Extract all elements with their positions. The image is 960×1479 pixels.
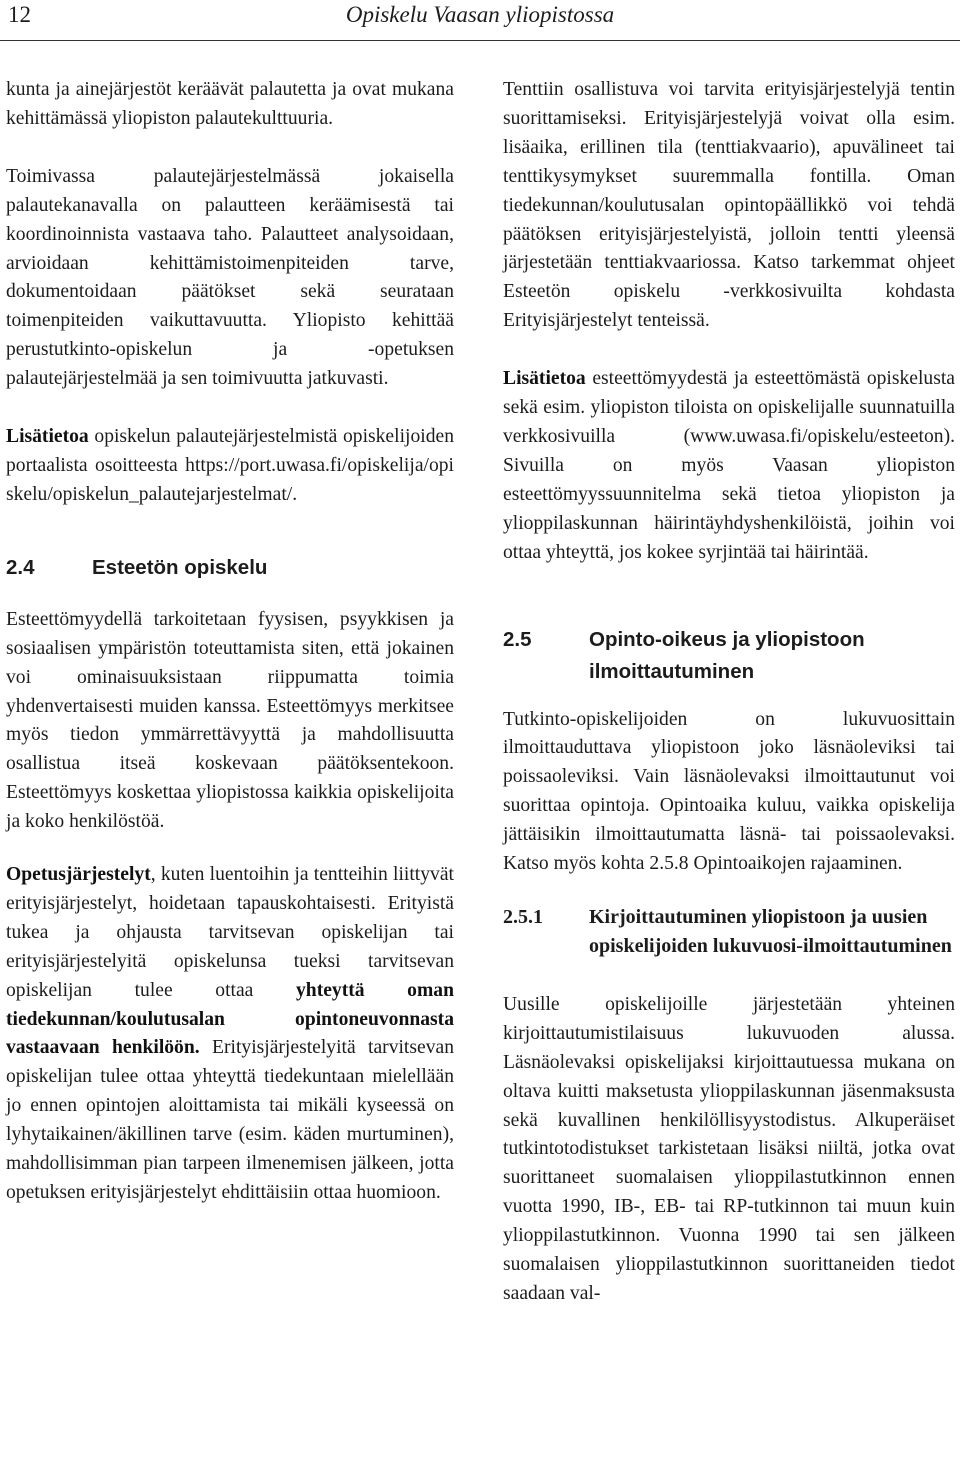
paragraph: Lisätietoa esteettömyydestä ja esteettömästä opiskelusta sekä esim. yliopiston tiloista on opiskelijalle suunnatuilla verkkosivuilla (www.uwasa.fi/opiskelu/esteeton). Sivuilla on myös Vaasan yliopiston esteettömyyssuunnitelma sekä tietoa yliopiston ja ylioppilaskunnan häirintäyhdyshenkilöistä, joihin voi ottaa yhteyttä, jos kokee syrjintää tai häirintää. <box>503 368 955 563</box>
header-rule <box>0 40 960 41</box>
portal-link[interactable]: https://port.uwasa.fi/opiskelija/opiskelu/opiskelun_palautejarjestelmat/. <box>6 454 454 505</box>
paragraph: Tenttiin osallistuva voi tarvita erityisjärjestelyjä tentin suorittamiseksi. Erityisjärjestelyjä voivat olla esim. lisäaika, erillinen tila (tenttiakvaario), apuvälineet tai tenttikysymykset suuremmalla fontilla. Oman tiedekunnan/koulutusalan opintopäällikkö voi tehdä päätöksen erityisjärjestelyistä, jolloin tentti yleensä järjestetään tenttiakvaariossa. Katso tarkemmat ohjeet Esteetön opiskelu -verkkosivuilta kohdasta Erityisjärjestelyt tenteissä. <box>503 79 955 332</box>
subsection-heading: 2.5.1 Kirjoittautuminen yliopistoon ja uusien opiskelijoiden lukuvuosi-ilmoittautuminen <box>503 905 952 957</box>
page-number: 12 <box>8 2 31 27</box>
section-heading: 2.4 Esteetön opiskelu <box>6 555 268 579</box>
section-heading: 2.5 Opinto-oikeus ja yliopistoon ilmoittautuminen <box>503 627 865 683</box>
lead-bold: Lisätietoa <box>6 426 89 448</box>
left-column <box>6 76 454 1208</box>
lead-bold: Lisätietoa <box>503 368 586 390</box>
paragraph: Uusille opiskelijoille järjestetään yhteinen kirjoittautumistilaisuus lukuvuoden alussa. Läsnäolevaksi opiskelijaksi kirjoittautuessa mukana on oltava kuitti maksetusta ylioppilaskunnan jäsenmaksusta sekä kuvallinen henkilöllisyystodistus. Alkuperäiset tutkintotodistukset tarkistetaan lisäksi niiltä, jotka ovat suorittaneet suomalaisen ylioppilastutkinnon ennen vuotta 1990, IB-, EB- tai RP-tutkinnon tai muun kuin ylioppilastutkinnon. Vuonna 1990 tai sen jälkeen suomalaisen ylioppilastutkinnon suorittaneiden tiedot saadaan val- <box>503 993 955 1304</box>
right-column <box>503 76 955 1309</box>
running-title: Opiskelu Vaasan yliopistossa <box>345 2 615 27</box>
paragraph: Toimivassa palautejärjestelmässä jokaisella palautekanavalla on palautteen keräämisestä tai koordinoinnista vastaava taho. Palautteet analysoidaan, arvioidaan kehittämistoimenpiteiden tarve, dokumentoidaan päätökset sekä seurataan toimenpiteiden vaikuttavuutta. Yliopisto kehittää perustutkinto-opiskelun ja -opetuksen palautejärjestelmää ja sen toimivuutta jatkuvasti. <box>6 165 454 390</box>
paragraph: kunta ja ainejärjestöt keräävät palautetta ja ovat mukana kehittämässä yliopiston palautekulttuuria. <box>6 79 454 129</box>
paragraph: Tutkinto-opiskelijoiden on lukuvuosittain ilmoittauduttava yliopistoon joko läsnäoleviksi tai poissaoleviksi. Vain läsnäolevaksi ilmoittautunut voi suorittaa opintoja. Opintoaika kuluu, vaikka opiskelija jättäisikin ilmoittautumatta läsnä- tai poissaolevaksi. Katso myös kohta 2.5.8 Opintoaikojen rajaaminen. <box>503 708 955 875</box>
paragraph: Esteettömyydellä tarkoitetaan fyysisen, psyykkisen ja sosiaalisen ympäristön toteuttamista siten, että jokainen voi ominaisuuksistaan riippumatta toimia yhdenvertaisesti muiden kanssa. Esteettömyys merkitsee myös tiedon ymmärrettävyyttä ja mahdollisuutta osallistua itseä koskevaan päätöksentekoon. Esteettömyys koskettaa yliopistossa kaikkia opiskelijoita ja koko henkilöstöä. <box>6 608 454 833</box>
paragraph: Lisätietoa opiskelun palautejärjestelmistä opiskelijoiden portaalista osoitteesta https://port.uwasa.fi/opiskelija/opiskelu/opiskelun_palautejarjestelmat/. <box>6 426 454 505</box>
paragraph: Opetusjärjestelyt, kuten luentoihin ja tentteihin liittyvät erityisjärjestelyt, hoidetaan tapauskohtaisesti. Erityistä tukea ja ohjausta tarvitsevan opiskelijan tai erityisjärjestelyitä opiskelunsa tueksi tarvitsevan opiskelijan tulee ottaa yhteyttä oman tiedekunnan/koulutusalan opintoneuvonnasta vastaavaan henkilöön. Erityisjärjestelyitä tarvitsevan opiskelijan tulee ottaa yhteyttä tiedekuntaan mielellään jo ennen opintojen aloittamista tai mikäli kyseessä on lyhytaikainen/äkillinen tarve (esim. käden murtuminen), mahdollisimman pian tarpeen ilmenemisen jälkeen, jotta opetuksen erityisjärjestelyt ehdittäisiin ottaa huomioon. <box>6 864 454 1203</box>
page-header <box>0 0 960 44</box>
